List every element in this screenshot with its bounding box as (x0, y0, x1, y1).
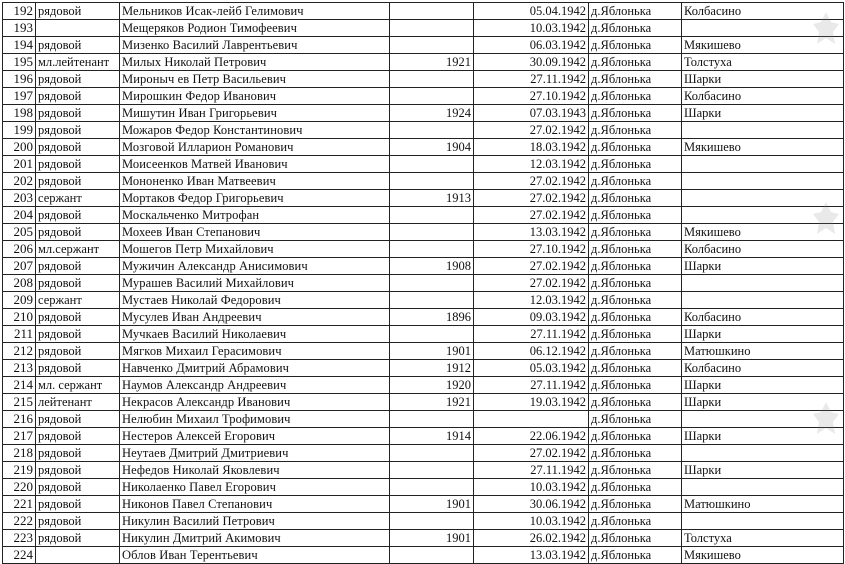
table-row (3, 156, 844, 173)
rank-cell: рядовой (36, 462, 120, 479)
full-name-cell: Никулин Дмитрий Акимович (120, 530, 390, 547)
table-row (3, 530, 844, 547)
row-number: 206 (3, 241, 36, 258)
birth-year-cell (390, 479, 474, 496)
full-name-cell: Мельников Исак-лейб Гелимович (120, 3, 390, 20)
death-place-cell: д.Яблонька (589, 207, 682, 224)
burial-place-cell: Матюшкино (682, 496, 844, 513)
full-name-cell: Мироныч ев Петр Васильевич (120, 71, 390, 88)
rank-cell: рядовой (36, 207, 120, 224)
table-row (3, 224, 844, 241)
burial-place-cell: Толстуха (682, 530, 844, 547)
row-number: 207 (3, 258, 36, 275)
burial-place-cell: Шарки (682, 377, 844, 394)
rank-cell: рядовой (36, 258, 120, 275)
death-date-cell: 30.09.1942 (474, 54, 589, 71)
rank-cell: рядовой (36, 496, 120, 513)
full-name-cell: Мортаков Федор Григорьевич (120, 190, 390, 207)
table-row (3, 139, 844, 156)
death-place-cell: д.Яблонька (589, 156, 682, 173)
death-place-cell: д.Яблонька (589, 105, 682, 122)
burial-place-cell: Мякишево (682, 224, 844, 241)
full-name-cell: Облов Иван Терентьевич (120, 547, 390, 564)
table-row (3, 479, 844, 496)
death-date-cell: 06.12.1942 (474, 343, 589, 360)
table-row (3, 207, 844, 224)
burial-place-cell: Колбасино (682, 3, 844, 20)
full-name-cell: Нефедов Николай Яковлевич (120, 462, 390, 479)
rank-cell: рядовой (36, 411, 120, 428)
row-number: 222 (3, 513, 36, 530)
death-date-cell: 27.02.1942 (474, 190, 589, 207)
burial-roll-table (2, 2, 844, 564)
birth-year-cell (390, 122, 474, 139)
burial-place-cell: Колбасино (682, 309, 844, 326)
table-row (3, 20, 844, 37)
burial-place-cell: Шарки (682, 394, 844, 411)
table-row (3, 428, 844, 445)
death-date-cell: 27.11.1942 (474, 326, 589, 343)
burial-place-cell: Матюшкино (682, 343, 844, 360)
rank-cell: лейтенант (36, 394, 120, 411)
burial-place-cell: Колбасино (682, 360, 844, 377)
death-date-cell: 27.02.1942 (474, 173, 589, 190)
burial-place-cell: Мякишево (682, 547, 844, 564)
death-place-cell: д.Яблонька (589, 479, 682, 496)
death-place-cell: д.Яблонька (589, 326, 682, 343)
rank-cell: рядовой (36, 105, 120, 122)
row-number: 196 (3, 71, 36, 88)
burial-place-cell (682, 20, 844, 37)
death-date-cell: 13.03.1942 (474, 224, 589, 241)
full-name-cell: Милых Николай Петрович (120, 54, 390, 71)
burial-place-cell: Шарки (682, 258, 844, 275)
death-date-cell: 12.03.1942 (474, 292, 589, 309)
death-place-cell: д.Яблонька (589, 530, 682, 547)
full-name-cell: Мурашев Василий Михайлович (120, 275, 390, 292)
table-row (3, 54, 844, 71)
rank-cell: сержант (36, 292, 120, 309)
death-date-cell: 10.03.1942 (474, 513, 589, 530)
birth-year-cell (390, 513, 474, 530)
rank-cell: мл. сержант (36, 377, 120, 394)
death-date-cell: 10.03.1942 (474, 479, 589, 496)
row-number: 195 (3, 54, 36, 71)
birth-year-cell: 1904 (390, 139, 474, 156)
full-name-cell: Мононенко Иван Матвеевич (120, 173, 390, 190)
row-number: 219 (3, 462, 36, 479)
rank-cell (36, 20, 120, 37)
full-name-cell: Моисеенков Матвей Иванович (120, 156, 390, 173)
table-row (3, 3, 844, 20)
birth-year-cell: 1908 (390, 258, 474, 275)
birth-year-cell (390, 292, 474, 309)
full-name-cell: Мирошкин Федор Иванович (120, 88, 390, 105)
row-number: 216 (3, 411, 36, 428)
table-row (3, 496, 844, 513)
birth-year-cell (390, 88, 474, 105)
burial-place-cell (682, 207, 844, 224)
row-number: 205 (3, 224, 36, 241)
birth-year-cell (390, 411, 474, 428)
row-number: 223 (3, 530, 36, 547)
row-number: 215 (3, 394, 36, 411)
death-date-cell: 27.11.1942 (474, 462, 589, 479)
burial-place-cell (682, 292, 844, 309)
full-name-cell: Наумов Александр Андреевич (120, 377, 390, 394)
table-row (3, 309, 844, 326)
death-date-cell: 30.06.1942 (474, 496, 589, 513)
full-name-cell: Мошегов Петр Михайлович (120, 241, 390, 258)
death-place-cell: д.Яблонька (589, 411, 682, 428)
rank-cell: рядовой (36, 224, 120, 241)
death-place-cell: д.Яблонька (589, 547, 682, 564)
rank-cell: рядовой (36, 479, 120, 496)
death-date-cell: 10.03.1942 (474, 20, 589, 37)
birth-year-cell: 1912 (390, 360, 474, 377)
row-number: 211 (3, 326, 36, 343)
death-date-cell: 27.11.1942 (474, 71, 589, 88)
row-number: 224 (3, 547, 36, 564)
birth-year-cell: 1921 (390, 394, 474, 411)
rank-cell: рядовой (36, 343, 120, 360)
row-number: 221 (3, 496, 36, 513)
row-number: 204 (3, 207, 36, 224)
death-place-cell: д.Яблонька (589, 88, 682, 105)
row-number: 213 (3, 360, 36, 377)
burial-place-cell (682, 190, 844, 207)
full-name-cell: Москальченко Митрофан (120, 207, 390, 224)
death-place-cell: д.Яблонька (589, 139, 682, 156)
full-name-cell: Мизенко Василий Лаврентьевич (120, 37, 390, 54)
row-number: 197 (3, 88, 36, 105)
rank-cell: рядовой (36, 139, 120, 156)
birth-year-cell: 1896 (390, 309, 474, 326)
birth-year-cell: 1913 (390, 190, 474, 207)
table-row (3, 258, 844, 275)
table-row (3, 105, 844, 122)
rank-cell: рядовой (36, 428, 120, 445)
full-name-cell: Николаенко Павел Егорович (120, 479, 390, 496)
death-date-cell: 27.02.1942 (474, 258, 589, 275)
death-date-cell: 05.03.1942 (474, 360, 589, 377)
birth-year-cell: 1924 (390, 105, 474, 122)
death-place-cell: д.Яблонька (589, 377, 682, 394)
death-date-cell: 07.03.1943 (474, 105, 589, 122)
rank-cell: рядовой (36, 88, 120, 105)
rank-cell: рядовой (36, 275, 120, 292)
burial-place-cell: Колбасино (682, 88, 844, 105)
full-name-cell: Никонов Павел Степанович (120, 496, 390, 513)
burial-place-cell: Шарки (682, 105, 844, 122)
full-name-cell: Неутаев Дмитрий Дмитриевич (120, 445, 390, 462)
death-date-cell (474, 411, 589, 428)
rank-cell: рядовой (36, 3, 120, 20)
full-name-cell: Навченко Дмитрий Абрамович (120, 360, 390, 377)
rank-cell: мл.лейтенант (36, 54, 120, 71)
full-name-cell: Некрасов Александр Иванович (120, 394, 390, 411)
rank-cell: рядовой (36, 122, 120, 139)
death-date-cell: 18.03.1942 (474, 139, 589, 156)
death-place-cell: д.Яблонька (589, 54, 682, 71)
table-row (3, 190, 844, 207)
rank-cell: рядовой (36, 156, 120, 173)
row-number: 203 (3, 190, 36, 207)
birth-year-cell: 1914 (390, 428, 474, 445)
table-row (3, 343, 844, 360)
death-date-cell: 22.06.1942 (474, 428, 589, 445)
row-number: 217 (3, 428, 36, 445)
death-place-cell: д.Яблонька (589, 360, 682, 377)
rank-cell: рядовой (36, 173, 120, 190)
birth-year-cell (390, 20, 474, 37)
death-place-cell: д.Яблонька (589, 241, 682, 258)
rank-cell: мл.сержант (36, 241, 120, 258)
death-place-cell: д.Яблонька (589, 224, 682, 241)
burial-place-cell (682, 479, 844, 496)
row-number: 199 (3, 122, 36, 139)
rank-cell: рядовой (36, 530, 120, 547)
full-name-cell: Нестеров Алексей Егорович (120, 428, 390, 445)
death-place-cell: д.Яблонька (589, 445, 682, 462)
death-date-cell: 13.03.1942 (474, 547, 589, 564)
full-name-cell: Никулин Василий Петрович (120, 513, 390, 530)
row-number: 198 (3, 105, 36, 122)
death-date-cell: 27.10.1942 (474, 241, 589, 258)
full-name-cell: Мучкаев Василий Николаевич (120, 326, 390, 343)
death-place-cell: д.Яблонька (589, 513, 682, 530)
table-row (3, 462, 844, 479)
burial-place-cell (682, 122, 844, 139)
burial-place-cell: Шарки (682, 326, 844, 343)
full-name-cell: Мужичин Александр Анисимович (120, 258, 390, 275)
death-place-cell: д.Яблонька (589, 122, 682, 139)
rank-cell: рядовой (36, 326, 120, 343)
table-row (3, 513, 844, 530)
full-name-cell: Мохеев Иван Степанович (120, 224, 390, 241)
birth-year-cell: 1901 (390, 496, 474, 513)
rank-cell: рядовой (36, 71, 120, 88)
death-place-cell: д.Яблонька (589, 173, 682, 190)
burial-place-cell (682, 513, 844, 530)
burial-place-cell (682, 445, 844, 462)
death-place-cell: д.Яблонька (589, 462, 682, 479)
table-row (3, 292, 844, 309)
death-place-cell: д.Яблонька (589, 275, 682, 292)
death-date-cell: 05.04.1942 (474, 3, 589, 20)
death-date-cell: 27.02.1942 (474, 445, 589, 462)
row-number: 202 (3, 173, 36, 190)
burial-place-cell (682, 411, 844, 428)
row-number: 209 (3, 292, 36, 309)
table-row (3, 411, 844, 428)
birth-year-cell (390, 3, 474, 20)
table-row (3, 394, 844, 411)
birth-year-cell (390, 326, 474, 343)
table-row (3, 88, 844, 105)
full-name-cell: Можаров Федор Константинович (120, 122, 390, 139)
row-number: 192 (3, 3, 36, 20)
death-place-cell: д.Яблонька (589, 258, 682, 275)
full-name-cell: Мишутин Иван Григорьевич (120, 105, 390, 122)
full-name-cell: Мусулев Иван Андреевич (120, 309, 390, 326)
burial-roll-body (3, 3, 844, 564)
burial-place-cell: Шарки (682, 462, 844, 479)
burial-place-cell: Толстуха (682, 54, 844, 71)
birth-year-cell (390, 462, 474, 479)
death-place-cell: д.Яблонька (589, 309, 682, 326)
full-name-cell: Мозговой Илларион Романович (120, 139, 390, 156)
birth-year-cell: 1920 (390, 377, 474, 394)
table-row (3, 445, 844, 462)
death-place-cell: д.Яблонька (589, 343, 682, 360)
rank-cell: рядовой (36, 309, 120, 326)
table-row (3, 275, 844, 292)
death-place-cell: д.Яблонька (589, 3, 682, 20)
death-date-cell: 27.11.1942 (474, 377, 589, 394)
death-date-cell: 27.02.1942 (474, 275, 589, 292)
rank-cell: рядовой (36, 513, 120, 530)
full-name-cell: Мустаев Николай Федорович (120, 292, 390, 309)
birth-year-cell (390, 207, 474, 224)
burial-place-cell: Колбасино (682, 241, 844, 258)
birth-year-cell (390, 37, 474, 54)
table-row (3, 360, 844, 377)
row-number: 218 (3, 445, 36, 462)
birth-year-cell (390, 71, 474, 88)
full-name-cell: Мещеряков Родион Тимофеевич (120, 20, 390, 37)
row-number: 212 (3, 343, 36, 360)
death-place-cell: д.Яблонька (589, 190, 682, 207)
burial-place-cell (682, 275, 844, 292)
birth-year-cell (390, 224, 474, 241)
death-date-cell: 09.03.1942 (474, 309, 589, 326)
death-date-cell: 26.02.1942 (474, 530, 589, 547)
birth-year-cell: 1901 (390, 343, 474, 360)
birth-year-cell (390, 445, 474, 462)
row-number: 210 (3, 309, 36, 326)
death-place-cell: д.Яблонька (589, 37, 682, 54)
burial-place-cell: Шарки (682, 71, 844, 88)
row-number: 201 (3, 156, 36, 173)
death-place-cell: д.Яблонька (589, 20, 682, 37)
death-date-cell: 06.03.1942 (474, 37, 589, 54)
burial-place-cell (682, 156, 844, 173)
full-name-cell: Нелюбин Михаил Трофимович (120, 411, 390, 428)
birth-year-cell (390, 275, 474, 292)
death-place-cell: д.Яблонька (589, 71, 682, 88)
death-date-cell: 27.02.1942 (474, 207, 589, 224)
row-number: 193 (3, 20, 36, 37)
death-place-cell: д.Яблонька (589, 394, 682, 411)
burial-place-cell: Шарки (682, 428, 844, 445)
rank-cell: сержант (36, 190, 120, 207)
rank-cell: рядовой (36, 360, 120, 377)
birth-year-cell (390, 173, 474, 190)
table-row (3, 326, 844, 343)
birth-year-cell (390, 156, 474, 173)
row-number: 208 (3, 275, 36, 292)
table-row (3, 71, 844, 88)
death-place-cell: д.Яблонька (589, 292, 682, 309)
burial-place-cell: Мякишево (682, 37, 844, 54)
burial-roll-sheet (2, 2, 843, 564)
row-number: 214 (3, 377, 36, 394)
row-number: 200 (3, 139, 36, 156)
table-row (3, 37, 844, 54)
row-number: 220 (3, 479, 36, 496)
table-row (3, 241, 844, 258)
rank-cell: рядовой (36, 445, 120, 462)
burial-place-cell (682, 173, 844, 190)
death-place-cell: д.Яблонька (589, 496, 682, 513)
birth-year-cell: 1921 (390, 54, 474, 71)
full-name-cell: Мягков Михаил Герасимович (120, 343, 390, 360)
death-date-cell: 27.10.1942 (474, 88, 589, 105)
table-row (3, 377, 844, 394)
death-place-cell: д.Яблонька (589, 428, 682, 445)
death-date-cell: 19.03.1942 (474, 394, 589, 411)
rank-cell: рядовой (36, 37, 120, 54)
death-date-cell: 12.03.1942 (474, 156, 589, 173)
table-row (3, 122, 844, 139)
birth-year-cell: 1901 (390, 530, 474, 547)
death-date-cell: 27.02.1942 (474, 122, 589, 139)
birth-year-cell (390, 241, 474, 258)
burial-place-cell: Мякишево (682, 139, 844, 156)
table-row (3, 173, 844, 190)
row-number: 194 (3, 37, 36, 54)
